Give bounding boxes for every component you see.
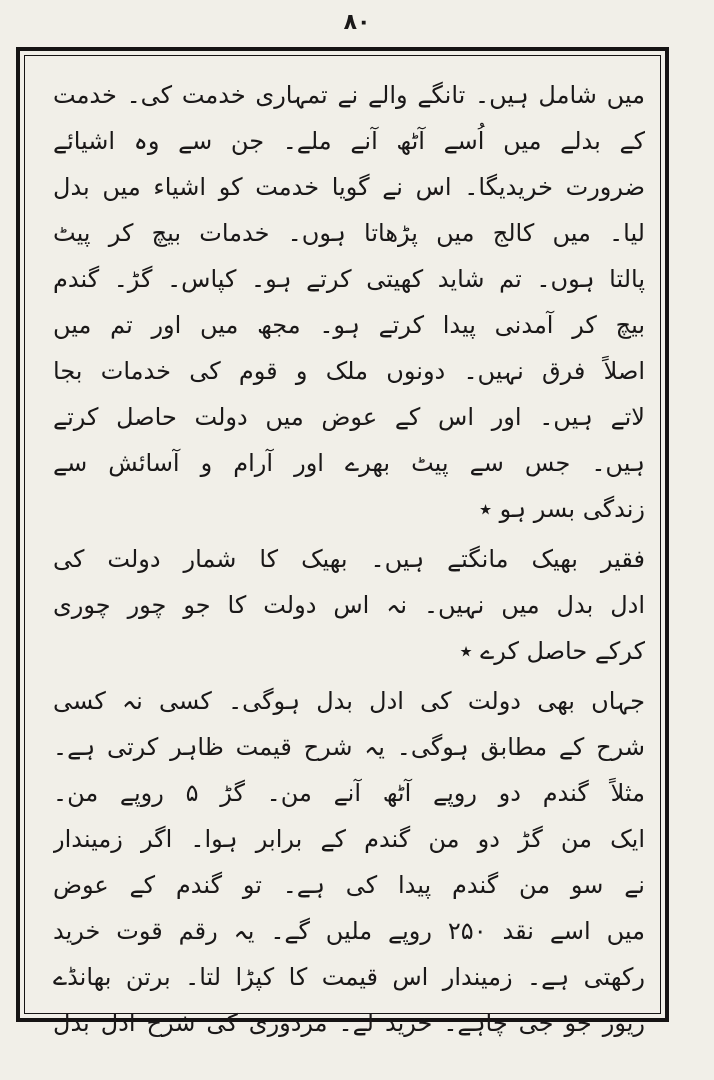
- text-line: مثلاً گندم دو روپے آٹھ آنے من۔ گڑ ۵ روپے من۔: [53, 779, 645, 807]
- text-line: ایک من گڑ دو من گندم کے برابر ہوا۔ اگر زمیندار: [53, 825, 645, 853]
- text-line: لاتے ہیں۔ اور اس کے عوض میں دولت حاصل کرتے: [53, 403, 645, 431]
- text-line: ادل بدل میں نہیں۔ نہ اس دولت کا جو چور چوری: [53, 591, 645, 619]
- text-line: میں شامل ہیں۔ تانگے والے نے تمہاری خدمت کی۔ خدمت: [53, 81, 645, 109]
- text-line: اصلاً فرق نہیں۔ دونوں ملک و قوم کی خدمات بجا: [53, 357, 645, 385]
- paragraph-2: [53, 536, 645, 674]
- paragraph-1: [53, 72, 645, 532]
- text-line: جہاں بھی دولت کی ادل بدل ہوگی۔ کسی نہ کسی: [53, 687, 645, 715]
- text-line: نے سو من گندم پیدا کی ہے۔ تو گندم کے عوض: [53, 871, 645, 899]
- page-text: [53, 72, 645, 1046]
- text-line: کے بدلے میں اُسے آٹھ آنے ملے۔ جن سے وہ اشیائے: [53, 127, 645, 155]
- text-line: لیا۔ میں کالج میں پڑھاتا ہوں۔ خدمات بیچ کر پیٹ: [53, 219, 645, 247]
- paragraph-3: [53, 678, 645, 1046]
- text-line: رکھتی ہے۔ زمیندار اس قیمت کا کپڑا لتا۔ برتن بھانڈے: [53, 963, 645, 991]
- text-line: شرح کے مطابق ہوگی۔ یہ شرح قیمت ظاہر کرتی ہے۔: [53, 733, 645, 761]
- text-line: فقیر بھیک مانگتے ہیں۔ بھیک کا شمار دولت کی: [53, 545, 645, 573]
- text-line: میں اسے نقد ۲۵۰ روپے ملیں گے۔ یہ رقم قوت خرید: [53, 917, 645, 945]
- text-line: کرکے حاصل کرے ٭: [459, 637, 645, 665]
- page-border: [16, 47, 669, 1037]
- text-line: پالتا ہوں۔ تم شاید کھیتی کرتے ہو۔ کپاس۔ گڑ۔ گندم: [53, 265, 645, 293]
- text-line: بیچ کر آمدنی پیدا کرتے ہو۔ مجھ میں اور تم میں: [53, 311, 645, 339]
- text-line: ضرورت خریدیگا۔ اس نے گویا خدمت کو اشیاء میں بدل: [53, 173, 645, 201]
- page-border-inner: [24, 55, 661, 1037]
- text-line: زندگی بسر ہو ٭: [478, 495, 645, 523]
- text-line: زیور جو جی چاہے۔ خرید لے۔ مزدوری کی شرح ادل بدل: [53, 1009, 645, 1037]
- text-line: ہیں۔ جس سے پیٹ بھرے اور آرام و آسائش سے: [53, 449, 645, 477]
- page-number: ۸۰: [343, 10, 371, 35]
